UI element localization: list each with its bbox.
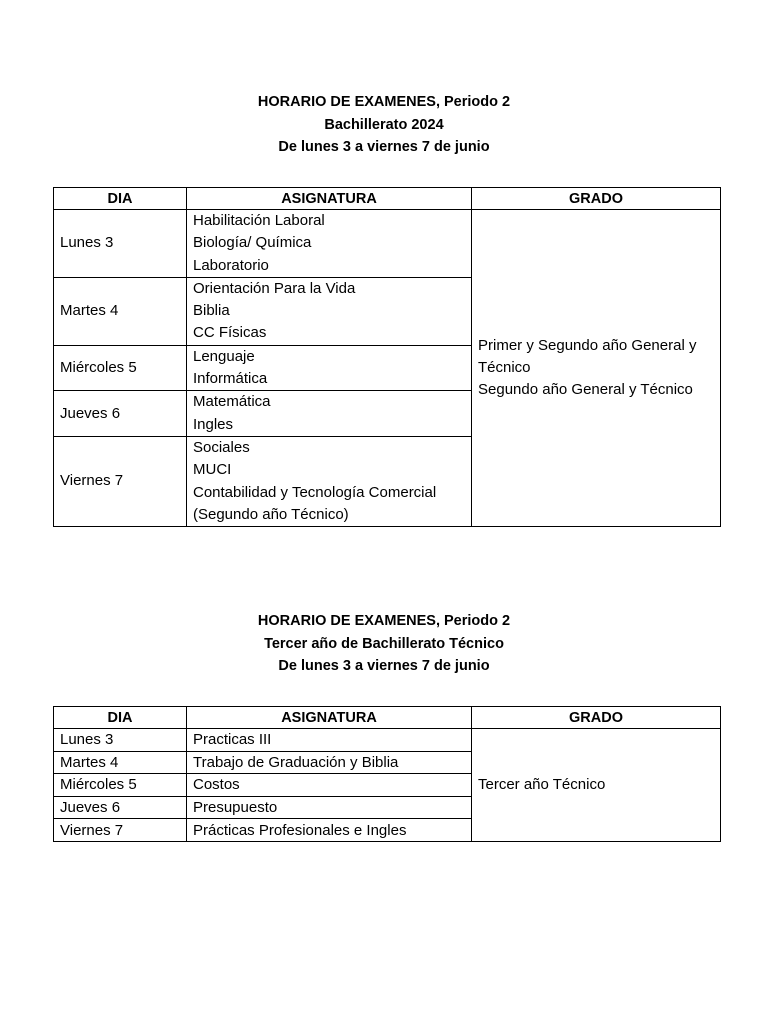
asignatura-item: MUCI <box>193 461 232 479</box>
dia-cell: Martes 4 <box>54 751 187 774</box>
table-header-row <box>54 707 721 729</box>
asignatura-item: Sociales <box>193 438 250 456</box>
asignatura-cell: Presupuesto <box>187 796 472 819</box>
schedule1-title-line: HORARIO DE EXAMENES, Periodo 2 <box>257 94 511 110</box>
schedule1-subtitle-line: Bachillerato 2024 <box>324 116 444 133</box>
schedule2-title <box>0 610 768 678</box>
asignatura-cell <box>187 436 472 526</box>
schedule1-dates-line: De lunes 3 a viernes 7 de junio <box>278 139 490 155</box>
dia-cell: Martes 4 <box>54 277 187 345</box>
schedule2-subtitle-line: Tercer año de Bachillerato Técnico <box>264 635 504 652</box>
asignatura-item: Habilitación Laboral <box>193 212 325 229</box>
dia-cell: Jueves 6 <box>54 796 187 819</box>
header-asignatura: ASIGNATURA <box>187 707 472 729</box>
asignatura-cell: Practicas III <box>187 729 472 752</box>
asignatura-cell: Prácticas Profesionales e Ingles <box>187 819 472 842</box>
asignatura-cell <box>187 277 472 345</box>
asignatura-cell <box>187 210 472 278</box>
asignatura-item: Biblia <box>193 302 230 320</box>
table-header-row <box>54 188 721 210</box>
schedule1-title <box>0 91 768 159</box>
dia-cell: Lunes 3 <box>54 210 187 278</box>
schedule2-table <box>53 706 721 842</box>
grado-line: Primer y Segundo año General y <box>478 336 697 354</box>
schedule1-table <box>53 187 721 527</box>
asignatura-item: Laboratorio <box>193 256 269 274</box>
header-dia: DIA <box>54 188 187 210</box>
grado-line: Técnico <box>478 358 531 376</box>
asignatura-cell <box>187 391 472 437</box>
table-row <box>54 210 721 278</box>
asignatura-item: Biología/ Química <box>193 234 312 252</box>
asignatura-cell: Costos <box>187 774 472 797</box>
schedule2-dates-line: De lunes 3 a viernes 7 de junio <box>278 658 490 674</box>
asignatura-cell: Trabajo de Graduación y Biblia <box>187 751 472 774</box>
dia-cell: Miércoles 5 <box>54 774 187 797</box>
asignatura-item: Matemática <box>193 393 271 411</box>
dia-cell: Viernes 7 <box>54 436 187 526</box>
asignatura-item: Orientación Para la Vida <box>193 279 356 297</box>
schedule2-title-line: HORARIO DE EXAMENES, Periodo 2 <box>257 613 511 629</box>
header-grado: GRADO <box>472 188 721 210</box>
grado-line: Segundo año General y Técnico <box>478 381 693 399</box>
dia-cell: Lunes 3 <box>54 729 187 752</box>
table-row <box>54 729 721 752</box>
header-asignatura: ASIGNATURA <box>187 188 472 210</box>
asignatura-cell <box>187 345 472 391</box>
grado-cell <box>472 210 721 527</box>
asignatura-item: Contabilidad y Tecnología Comercial <box>193 483 437 501</box>
asignatura-item: Informática <box>193 370 268 388</box>
dia-cell: Miércoles 5 <box>54 345 187 391</box>
asignatura-item: Lenguaje <box>193 347 255 365</box>
grado-cell: Tercer año Técnico <box>472 729 721 842</box>
header-grado: GRADO <box>472 707 721 729</box>
dia-cell: Viernes 7 <box>54 819 187 842</box>
asignatura-item: CC Físicas <box>193 324 267 342</box>
asignatura-item: (Segundo año Técnico) <box>193 505 349 523</box>
asignatura-item: Ingles <box>193 415 234 433</box>
header-dia: DIA <box>54 707 187 729</box>
dia-cell: Jueves 6 <box>54 391 187 437</box>
